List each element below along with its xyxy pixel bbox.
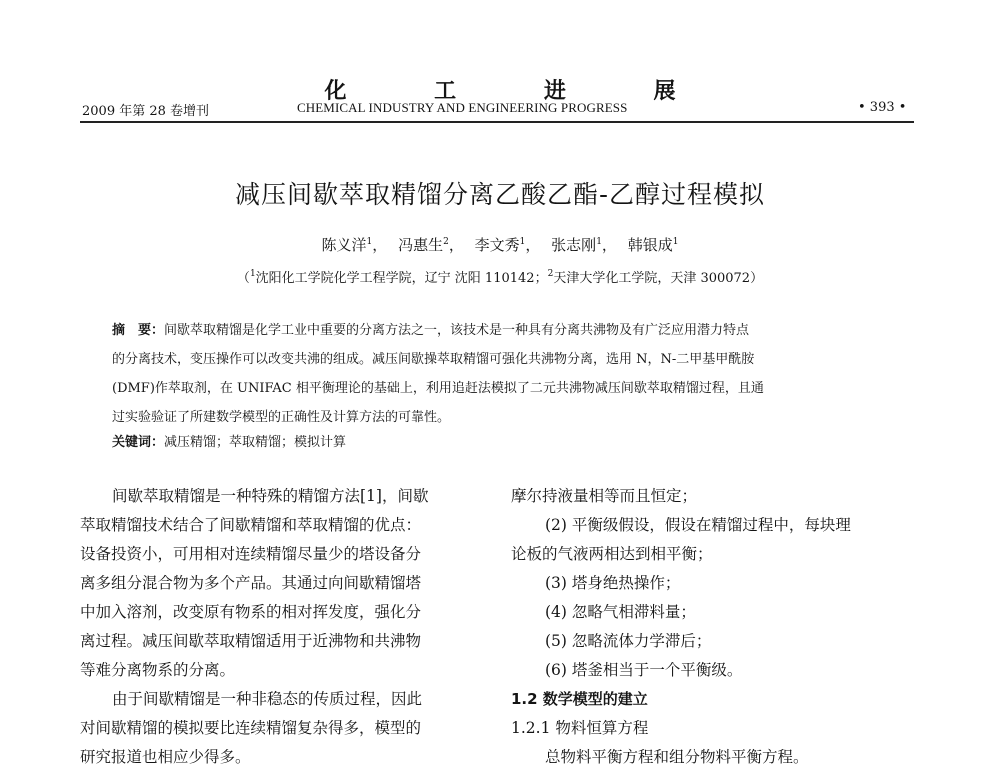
abstract-line: 的分离技术，变压操作可以改变共沸的组成。减压间歇操萃取精馏可强化共沸物分离，选用 N，N-二甲基甲酰胺 bbox=[112, 352, 755, 367]
abstract-label: 摘 要： bbox=[112, 323, 165, 338]
author-affil-mark: 1 bbox=[672, 237, 679, 247]
issue-info: 2009 年第 28 卷增刊 bbox=[82, 104, 210, 119]
body-left-column bbox=[80, 482, 500, 772]
author-name: 张志刚 bbox=[551, 236, 597, 254]
body-line: 对间歇精馏的模拟要比连续精馏复杂得多，模型的 bbox=[80, 719, 422, 737]
body-line: (2) 平衡级假设，假设在精馏过程中，每块理 bbox=[545, 516, 851, 534]
page-number: • 393 • bbox=[858, 100, 907, 115]
affiliations bbox=[0, 267, 1000, 286]
author-name: 韩银成 bbox=[627, 236, 673, 254]
header-rule bbox=[80, 121, 914, 123]
body-right-column bbox=[511, 482, 921, 772]
body-line: 中加入溶剂，改变原有物系的相对挥发度，强化分 bbox=[80, 603, 422, 621]
keywords-label: 关键词： bbox=[112, 435, 165, 450]
affil-mark: 1 bbox=[249, 269, 256, 279]
author-list: 陈义洋$^1$， 冯惠生$^2$， 李文秀$^1$， 张志刚$^1$， 韩银成$^1$ bbox=[321, 236, 679, 254]
body-line: 论板的气液两相达到相平衡； bbox=[511, 545, 713, 563]
body-line: 间歇萃取精馏是一种特殊的精馏方法[1]，间歇 bbox=[112, 487, 429, 505]
body-line: 萃取精馏技术结合了间歇精馏和萃取精馏的优点： bbox=[80, 516, 422, 534]
section-heading: 1.2 数学模型的建立 bbox=[511, 690, 648, 708]
author-affil-mark: 1 bbox=[519, 237, 526, 247]
author-name: 李文秀 bbox=[474, 236, 520, 254]
body-line: 离过程。减压间歇萃取精馏适用于近沸物和共沸物 bbox=[80, 632, 422, 650]
body-line: (4) 忽略气相滞料量； bbox=[545, 603, 696, 621]
author-name: 陈义洋 bbox=[321, 236, 367, 254]
body-line: 摩尔持液量相等而且恒定； bbox=[511, 487, 698, 505]
abstract-line: (DMF)作萃取剂，在 UNIFAC 相平衡理论的基础上，利用追赶法模拟了二元共沸物减压间歇萃取精馏过程，且通 bbox=[112, 381, 764, 396]
affiliation-2: 天津大学化工学院，天津 300072） bbox=[553, 271, 764, 286]
author-affil-mark: 2 bbox=[443, 237, 449, 247]
affil-mark: 2 bbox=[547, 269, 554, 279]
paper-title: 减压间歇萃取精馏分离乙酸乙酯-乙醇过程模拟 bbox=[234, 180, 766, 209]
affiliation-1: 沈阳化工学院化学工程学院，辽宁 沈阳 110142； bbox=[255, 271, 548, 286]
body-line: 离多组分混合物为多个产品。其通过向间歇精馏塔 bbox=[80, 574, 422, 592]
author-name: 冯惠生 bbox=[398, 236, 444, 254]
journal-name: 化 工 进 展 bbox=[324, 78, 716, 104]
keywords-text: 减压精馏；萃取精馏；模拟计算 bbox=[164, 435, 347, 450]
abstract-line: 间歇萃取精馏是化学工业中重要的分离方法之一，该技术是一种具有分离共沸物及有广泛应用潜力特点 bbox=[164, 323, 750, 338]
journal-english-name: CHEMICAL INDUSTRY AND ENGINEERING PROGRESS bbox=[297, 100, 628, 115]
body-line: (3) 塔身绝热操作； bbox=[545, 574, 681, 592]
body-line: 总物料平衡方程和组分物料平衡方程。 bbox=[545, 748, 809, 766]
body-line: 设备投资小，可用相对连续精馏尽量少的塔设备分 bbox=[80, 545, 422, 563]
body-line: (5) 忽略流体力学滞后； bbox=[545, 632, 712, 650]
subsection-heading: 1.2.1 物料恒算方程 bbox=[511, 719, 649, 737]
body-line: (6) 塔釜相当于一个平衡级。 bbox=[545, 661, 743, 679]
abstract bbox=[112, 316, 892, 432]
body-line: 由于间歇精馏是一种非稳态的传质过程，因此 bbox=[112, 690, 423, 708]
author-affil-mark: 1 bbox=[366, 237, 373, 247]
affil-open-paren: （ bbox=[236, 271, 250, 286]
body-line: 等难分离物系的分离。 bbox=[80, 661, 236, 679]
author-affil-mark: 1 bbox=[596, 237, 602, 247]
abstract-line: 过实验验证了所建数学模型的正确性及计算方法的可靠性。 bbox=[112, 410, 451, 425]
body-line: 研究报道也相应少得多。 bbox=[80, 748, 251, 766]
keywords bbox=[112, 431, 892, 450]
